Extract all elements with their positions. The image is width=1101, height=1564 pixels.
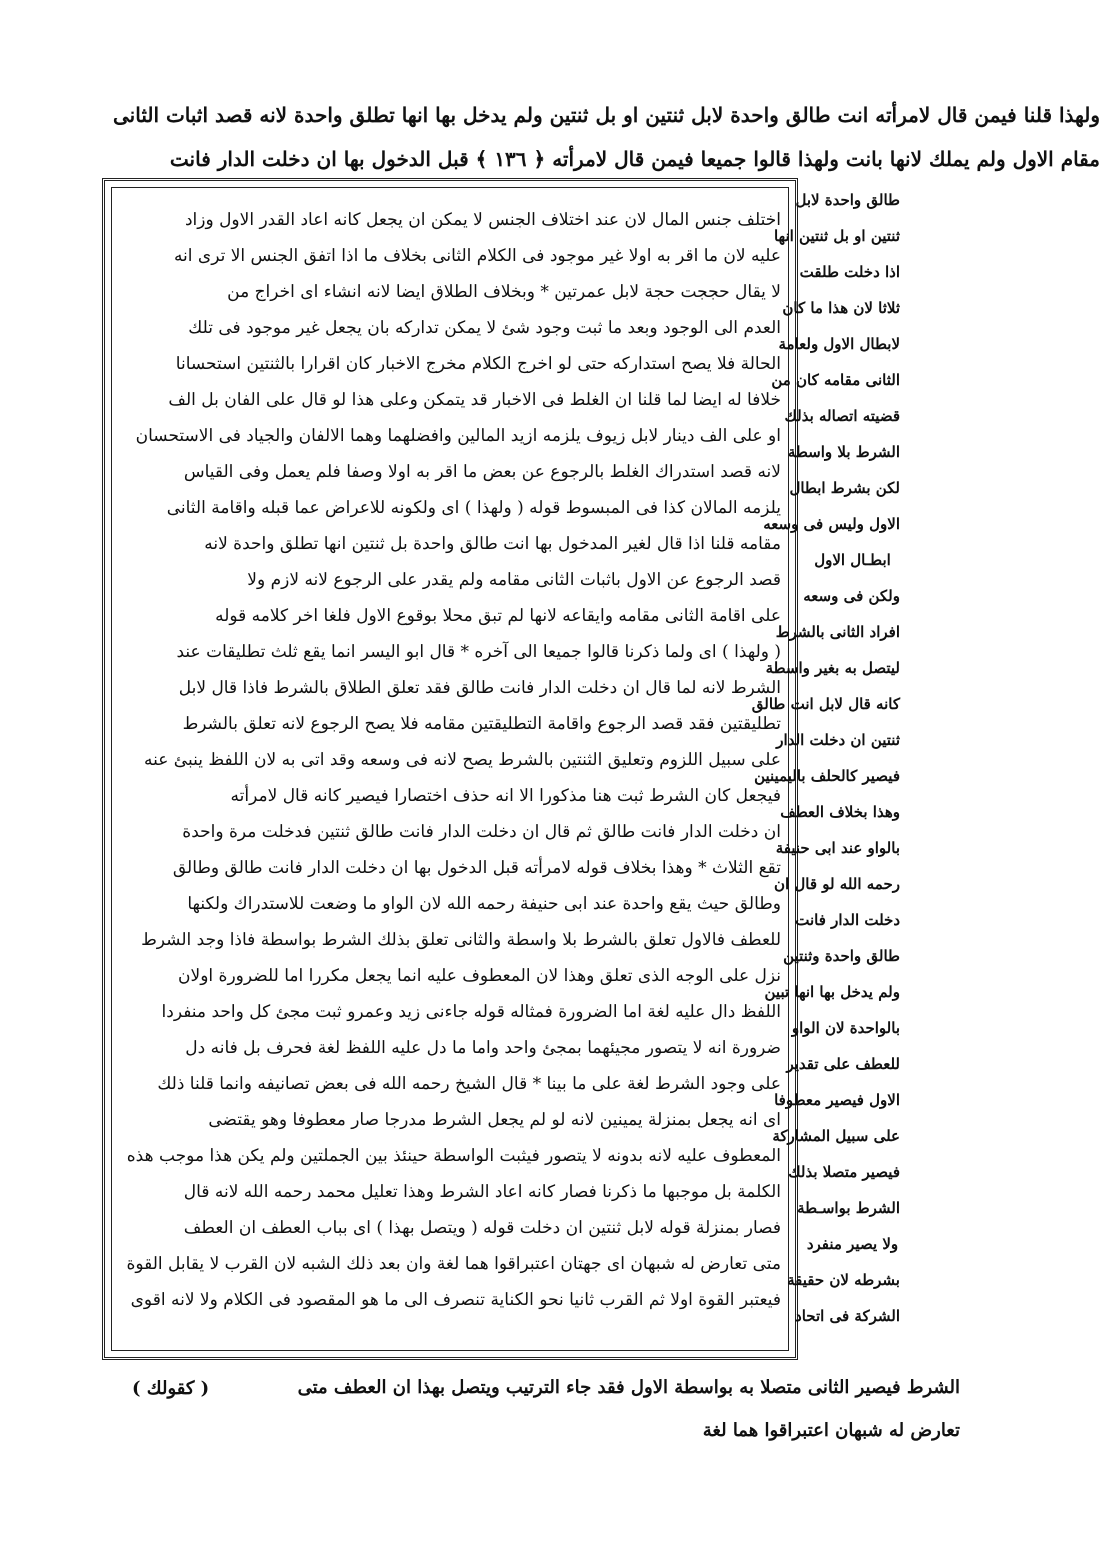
commentary-line: على وجود الشرط لغة على ما بينا * قال الشيخ رحمه الله فى بعض تصانيفه وانما قلنا ذلك bbox=[157, 1074, 781, 1094]
commentary-line: نزل على الوجه الذى تعلق وهذا لان المعطوف عليه انما يجعل مكررا اما للضرورة اولان bbox=[178, 966, 781, 986]
margin-line: الاول وليس فى وسعه bbox=[763, 515, 900, 533]
commentary-line: ( ولهذا ) اى ولما ذكرنا قالوا جميعا الى آخره * قال ابو اليسر انما يقع ثلث تطليقات عند bbox=[176, 642, 781, 662]
commentary-line: فيجعل كان الشرط ثبت هنا مذكورا الا انه حذف اختصارا فيصير كانه قال لامرأته bbox=[230, 786, 781, 806]
commentary-line: الحالة فلا يصح استداركه حتى لو اخرج الكلام مخرج الاخبار كان اقرارا بالثنتين استحسانا bbox=[175, 354, 781, 374]
margin-line: الشرط بواسـطة bbox=[797, 1199, 900, 1217]
commentary-line: عليه لان ما اقر به اولا غير موجود فى الكلام الثانى بخلاف ما اذا اتفق الجنس الا ترى انه bbox=[173, 246, 781, 266]
margin-line: للعطف على تقدير bbox=[786, 1055, 900, 1073]
margin-line: قضيته اتصاله بذلك bbox=[784, 407, 900, 425]
commentary-line: قصد الرجوع عن الاول باثبات الثانى مقامه ولم يقدر على الرجوع لانه لازم ولا bbox=[247, 570, 781, 590]
margin-line: لابطال الاول ولعامة bbox=[778, 335, 900, 353]
commentary-line: متى تعارض له شبهان اى جهتان اعتبراقوا هما لغة وان بعد ذلك الشبه لان القرب لا يقابل القوة bbox=[126, 1254, 781, 1274]
margin-line: ثنتين ان دخلت الدار bbox=[776, 731, 900, 749]
margin-line: افراد الثانى بالشرط bbox=[775, 623, 900, 641]
commentary-line: اللفظ دال عليه لغة اما الضرورة فمثاله قوله جاءنى زيد وعمرو ثبت مجئ كل واحد منفردا bbox=[161, 1002, 781, 1022]
commentary-line: لانه قصد استدراك الغلط بالرجوع عن بعض ما اقر به اولا وصفا فلم يعمل وفى القياس bbox=[183, 462, 781, 482]
commentary-line: ضرورة انه لا يتصور مجيئهما بمجئ واحد واما ما دل عليه اللفظ لغة فحرف بل فانه دل bbox=[185, 1038, 781, 1058]
margin-line: بشرطه لان حقيقة bbox=[787, 1271, 900, 1289]
commentary-line: الشرط لانه لما قال ان دخلت الدار فانت طالق فقد تعلق الطلاق بالشرط فاذا قال لابل bbox=[178, 678, 781, 698]
commentary-line: للعطف فالاول تعلق بالشرط بلا واسطة والثانى تعلق بذلك الشرط بواسطة فاذا وجد الشرط bbox=[141, 930, 781, 950]
commentary-line: تقع الثلاث * وهذا بخلاف قوله لامرأته قبل الدخول بها ان دخلت الدار فانت طالق وطالق bbox=[172, 858, 781, 878]
margin-line: ابطـال الاول bbox=[814, 551, 891, 569]
commentary-line: مقامه قلنا اذا قال لغير المدخول بها انت طالق واحدة بل ثنتين انها تطلق واحدة لانه bbox=[204, 534, 781, 554]
margin-line: ثلاثا لان هذا ما كان bbox=[782, 299, 900, 317]
margin-line: الشرط بلا واسطة bbox=[787, 443, 900, 461]
commentary-line: تطليقتين فقد قصد الرجوع واقامة التطليقتين مقامه فلا يصح الرجوع لانه تعلق بالشرط bbox=[182, 714, 781, 734]
commentary-line: الكلمة بل موجبها ما ذكرنا فصار كانه اعاد الشرط وهذا تعليل محمد رحمه الله لانه قال bbox=[183, 1182, 781, 1202]
margin-line: كانه قال لابل انت طالق bbox=[751, 695, 900, 713]
margin-line: فيصير متصلا بذلك bbox=[788, 1163, 900, 1181]
margin-line: دخلت الدار فانت bbox=[795, 911, 900, 929]
main-text-line: الشرط فيصير الثانى متصلا به بواسطة الاول فقد جاء الترتيب ويتصل بهذا ان العطف متى bbox=[297, 1377, 960, 1398]
margin-line: ثنتين او بل ثنتين انها bbox=[773, 227, 900, 245]
margin-line: رحمه الله لو قال ان bbox=[773, 875, 900, 893]
margin-line: فيصير كالحلف باليمينين bbox=[754, 767, 900, 785]
margin-line: بالواحدة لان الواو bbox=[791, 1019, 900, 1037]
margin-line: الثانى مقامه كان من bbox=[771, 371, 900, 389]
margin-line: ولكن فى وسعه bbox=[803, 587, 900, 605]
main-text-line: تعارض له شبهان اعتبراقوا هما لغة bbox=[702, 1420, 960, 1441]
main-text-line: مقام الاول ولم يملك لانها بانت ولهذا قالوا جميعا فيمن قال لامرأته ﴿ ١٣٦ ﴾ قبل الدخول بها ان دخلت الدار فانت bbox=[169, 147, 1100, 171]
margin-line: طالق واحدة لابل bbox=[795, 191, 900, 209]
margin-line: لكن بشرط ابطال bbox=[789, 479, 900, 497]
main-text-line: ولهذا قلنا فيمن قال لامرأته انت طالق واحدة لابل ثنتين او بل ثنتين ولم يدخل بها انها تطلق واحدة لانه قصد اثبات الثانى bbox=[112, 103, 1100, 127]
margin-line: طالق واحدة وثنتين bbox=[783, 947, 900, 965]
margin-line: ولم يدخل بها انها تبين bbox=[764, 983, 900, 1001]
margin-line: الاول فيصير معطوفا bbox=[774, 1091, 900, 1109]
commentary-line: يلزمه المالان كذا فى المبسوط قوله ( ولهذا ) اى ولكونه للاعراض عما قبله واقامة الثانى bbox=[166, 498, 781, 518]
commentary-line: وطالق حيث يقع واحدة عند ابى حنيفة رحمه الله لان الواو ما وضعت للاستدراك ولكنها bbox=[187, 894, 781, 914]
margin-line: الشركة فى اتحاد bbox=[795, 1307, 900, 1325]
commentary-line: لا يقال حججت حجة لابل عمرتين * وبخلاف الطلاق ايضا لانه انشاء اى اخراج من bbox=[227, 282, 781, 302]
commentary-line: على اقامة الثانى مقامه وايقاعه لانها لم تبق محلا بوقوع الاول فلغا اخر كلامه قوله bbox=[215, 606, 781, 626]
commentary-line: المعطوف عليه لانه بدونه لا يتصور فيثبت الواسطة حينئذ بين الجملتين ولم يكن هذا موجب هذه bbox=[126, 1146, 781, 1166]
commentary-line: فصار بمنزلة قوله لابل ثنتين ان دخلت قوله ( ويتصل بهذا ) اى بباب العطف ان العطف bbox=[183, 1218, 781, 1238]
commentary-line: اى انه يجعل بمنزلة يمينين لانه لو لم يجعل الشرط مدرجا صار معطوفا وهو يقتضى bbox=[208, 1110, 781, 1130]
margin-line: ولا يصير منفرد bbox=[806, 1235, 899, 1253]
commentary-line: فيعتبر القوة اولا ثم القرب ثانيا نحو الكناية تنصرف الى ما هو المقصود فى الكلام ولا لانه اقوى bbox=[130, 1290, 781, 1310]
commentary-line: اختلف جنس المال لان عند اختلاف الجنس لا يمكن ان يجعل كانه اعاد القدر الاول وزاد bbox=[184, 210, 781, 230]
commentary-line: على سبيل اللزوم وتعليق الثنتين بالشرط يصح لانه فى وسعه وقد اتى به لان اللفظ ينبئ عنه bbox=[143, 750, 781, 770]
commentary-line: او على الف دينار لابل زيوف يلزمه ازيد المالين وافضلهما وهما الالفان والجياد فى الاستحسان bbox=[135, 426, 781, 446]
commentary-line: خلافا له ايضا لما قلنا ان الغلط فى الاخبار قد يتمكن وعلى هذا لو قال على الفان بل الف bbox=[168, 390, 781, 410]
commentary-frame bbox=[102, 178, 798, 1360]
margin-line: اذا دخلت طلقت bbox=[799, 263, 900, 281]
margin-line: على سبيل المشاركة bbox=[772, 1127, 900, 1145]
margin-line: ليتصل به بغير واسطة bbox=[765, 659, 900, 677]
commentary-line: العدم الى الوجود وبعد ما ثبت وجود شئ لا يمكن تداركه بان يجعل غير موجود فى تلك bbox=[188, 318, 781, 338]
commentary-line: ان دخلت الدار فانت طالق ثم قال ان دخلت الدار فانت طالق ثنتين فدخلت مرة واحدة bbox=[182, 822, 781, 842]
margin-line: وهذا بخلاف العطف bbox=[780, 803, 900, 821]
catchword: ( كقولك ) bbox=[132, 1378, 210, 1399]
margin-line: بالواو عند ابى حنيفة bbox=[775, 839, 900, 857]
